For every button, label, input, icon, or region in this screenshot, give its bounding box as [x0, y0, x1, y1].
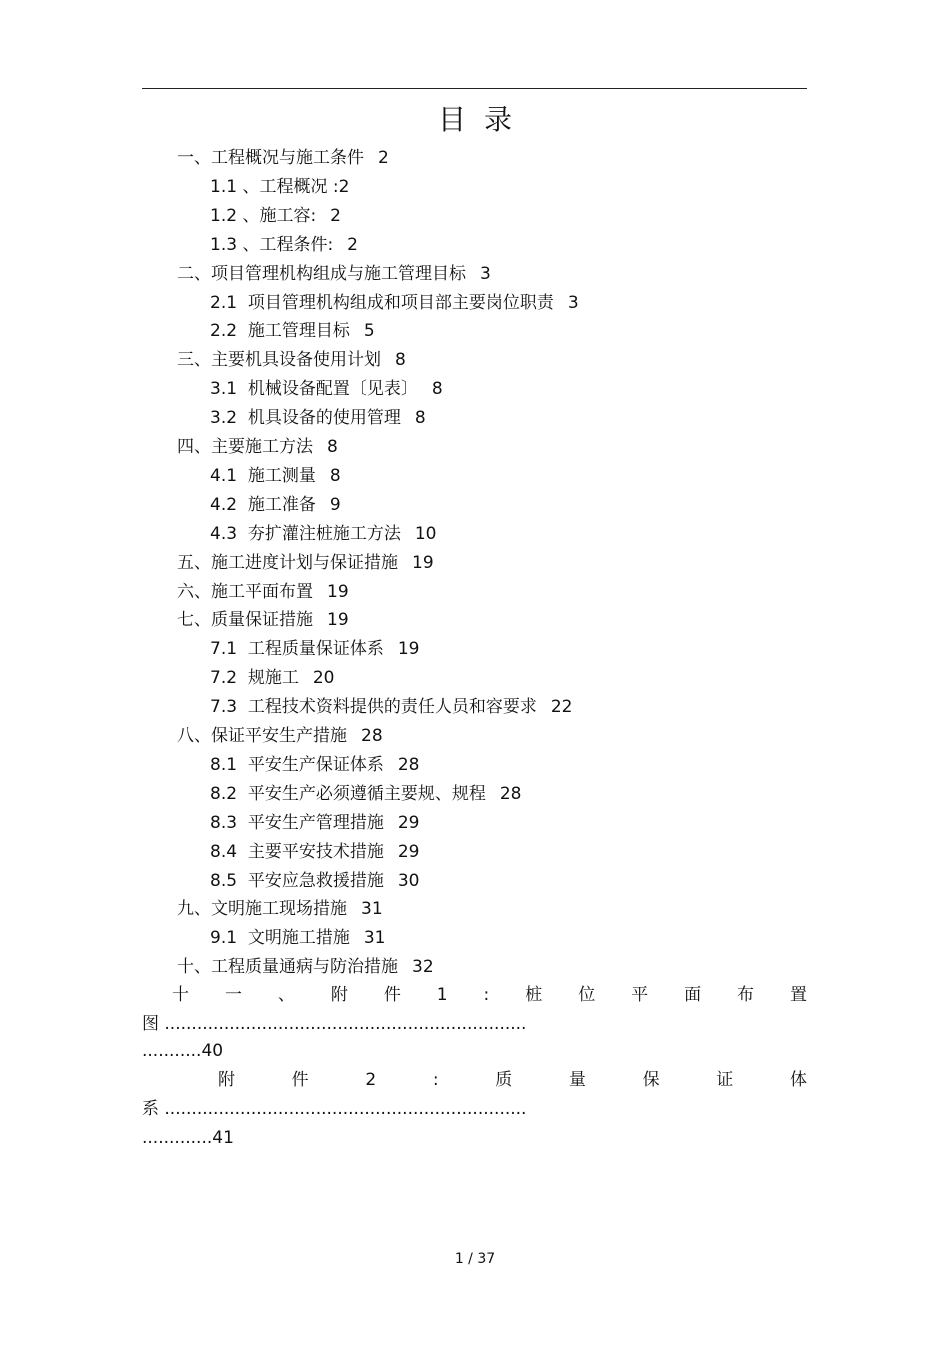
toc-entry[interactable]: [210, 321, 375, 341]
toc-entry[interactable]: [177, 148, 389, 168]
toc-entry-label: 七、质量保证措施: [177, 610, 313, 631]
toc-entry[interactable]: [210, 466, 341, 486]
toc-entry-page: 31: [361, 899, 383, 920]
toc-entry-label: 7.3 工程技术资料提供的责任人员和容要求: [210, 697, 537, 718]
appendix2-char: 2: [365, 1070, 377, 1090]
appendix1-char: 平: [631, 985, 649, 1005]
toc-entry[interactable]: [210, 755, 419, 775]
toc-entry-page: 19: [412, 552, 434, 573]
toc-entry-page: 19: [327, 610, 349, 631]
toc-entry-label: 十、工程质量通病与防治措施: [177, 957, 398, 978]
toc-entry-label: 8.1 平安生产保证体系: [210, 754, 384, 775]
toc-entry[interactable]: [210, 697, 572, 717]
toc-entry-label: 1.2 、施工容:: [210, 205, 317, 226]
toc-entry-page: 19: [327, 581, 349, 602]
toc-entry[interactable]: [177, 264, 491, 284]
toc-entry[interactable]: [177, 610, 349, 630]
toc-entry-page: 3: [480, 263, 491, 284]
toc-entry-page: 31: [363, 928, 386, 949]
toc-entry-label: 一、工程概况与施工条件: [177, 148, 364, 168]
appendix1-char: 布: [737, 985, 755, 1005]
toc-entry-page: 3: [567, 292, 579, 313]
toc-entry-label: 五、施工进度计划与保证措施: [177, 552, 398, 573]
toc-entry[interactable]: [210, 524, 436, 544]
toc-entry-page: 22: [550, 697, 573, 718]
toc-entry[interactable]: [210, 293, 579, 313]
toc-entry-label: 1.1 、工程概况 :2: [210, 176, 350, 197]
toc-entry-page: 20: [312, 668, 335, 689]
toc-entry-page: 2: [330, 205, 341, 226]
toc-entry[interactable]: [210, 842, 419, 862]
appendix1-char: 附: [330, 985, 348, 1005]
toc-entry[interactable]: [210, 408, 426, 428]
toc-entry[interactable]: [210, 495, 341, 515]
toc-entry[interactable]: [210, 668, 334, 688]
toc-entry-page: 5: [363, 321, 375, 342]
toc-entry-label: 7.2 规施工: [210, 668, 299, 689]
toc-entry-page: 28: [361, 726, 383, 746]
toc-entry[interactable]: [210, 813, 419, 833]
page-title: 目录: [437, 103, 530, 136]
appendix2-char: 保: [642, 1070, 660, 1090]
toc-entry-page: 8: [414, 408, 426, 429]
appendix2-char: 体: [789, 1070, 807, 1090]
toc-entry-label: 8.2 平安生产必须遵循主要规、规程: [210, 783, 486, 804]
appendix2-char: 证: [716, 1070, 734, 1090]
toc-entry-page: 9: [329, 494, 341, 515]
toc-entry[interactable]: [177, 553, 434, 573]
toc-entry[interactable]: [210, 206, 341, 226]
page-footer: 1 / 37: [454, 1251, 496, 1267]
toc-entry[interactable]: [210, 177, 349, 197]
toc-entry-label: 8.5 平安应急救援措施: [210, 870, 384, 891]
appendix1-char: 面: [684, 985, 702, 1005]
toc-entry-page: 29: [397, 841, 420, 862]
header-rule: [142, 88, 807, 89]
toc-entry-label: 4.3 夯扩灌注桩施工方法: [210, 523, 401, 544]
toc-entry-label: 八、保证平安生产措施: [177, 726, 347, 746]
toc-entry-label: 2.1 项目管理机构组成和项目部主要岗位职责: [210, 292, 554, 313]
toc-entry-page: 8: [329, 465, 341, 486]
toc-entry-page: 8: [395, 350, 406, 371]
appendix-2-page: .............41: [142, 1128, 234, 1148]
appendix1-char: 置: [790, 985, 807, 1005]
appendix1-char: 桩: [525, 985, 543, 1005]
toc-entry-page: 28: [397, 754, 420, 775]
appendix2-char: 附: [218, 1070, 235, 1090]
toc-entry-label: 二、项目管理机构组成与施工管理目标: [177, 263, 466, 284]
appendix1-char: 位: [578, 985, 596, 1005]
toc-entry[interactable]: [210, 379, 443, 399]
toc-entry-label: 2.2 施工管理目标: [210, 321, 350, 342]
toc-entry-label: 8.4 主要平安技术措施: [210, 841, 384, 862]
toc-entry[interactable]: [177, 350, 406, 370]
appendix2-char: 量: [568, 1070, 586, 1090]
appendix2-char: :: [432, 1070, 439, 1090]
toc-entry-label: 7.1 工程质量保证体系: [210, 639, 384, 660]
appendix-2-spread-line: [218, 1070, 807, 1090]
toc-entry[interactable]: [210, 639, 419, 659]
toc-entry[interactable]: [210, 871, 419, 891]
toc-entry-label: 3.2 机具设备的使用管理: [210, 408, 401, 429]
toc-entry-page: 30: [397, 870, 420, 891]
toc-entry-label: 九、文明施工现场措施: [177, 899, 347, 920]
toc-entry-label: 8.3 平安生产管理措施: [210, 812, 384, 833]
toc-entry-page: 19: [397, 639, 420, 660]
toc-entry[interactable]: [177, 726, 383, 746]
appendix-1-spread-line: [172, 985, 807, 1005]
toc-entry-label: 3.1 机械设备配置〔见表〕: [210, 379, 418, 400]
toc-entry-label: 4.1 施工测量: [210, 465, 316, 486]
toc-entry-page: 2: [378, 148, 389, 168]
appendix2-char: 质: [495, 1070, 513, 1090]
toc-entry-page: 8: [327, 437, 338, 457]
appendix1-char: 1: [436, 985, 448, 1005]
toc-entry-page: 8: [431, 379, 443, 400]
toc-entry[interactable]: [177, 437, 338, 457]
toc-entry-label: 1.3 、工程条件:: [210, 234, 334, 255]
toc-entry[interactable]: [177, 899, 383, 919]
appendix1-char: 十: [172, 985, 189, 1005]
appendix1-char: 、: [277, 985, 295, 1005]
toc-entry-page: 28: [499, 783, 522, 804]
toc-entry-label: 六、施工平面布置: [177, 581, 313, 602]
toc-entry-label: 四、主要施工方法: [177, 437, 313, 457]
toc-entry[interactable]: [210, 928, 385, 948]
toc-entry[interactable]: [177, 957, 434, 977]
toc-entry-label: 9.1 文明施工措施: [210, 928, 350, 949]
appendix2-char: 件: [291, 1070, 309, 1090]
toc-entry[interactable]: [210, 784, 521, 804]
toc-entry-label: 三、主要机具设备使用计划: [177, 350, 381, 371]
toc-entry-page: 2: [347, 234, 358, 255]
toc-entry[interactable]: [210, 235, 358, 255]
toc-entry-page: 32: [412, 957, 434, 978]
appendix1-char: 一: [224, 985, 242, 1005]
toc-entry-label: 4.2 施工准备: [210, 494, 316, 515]
appendix-1-dots: 图 ...................................................................: [142, 1014, 527, 1034]
toc-entry-page: 10: [414, 523, 437, 544]
appendix1-char: 件: [383, 985, 401, 1005]
toc-entry[interactable]: [177, 582, 349, 602]
appendix-2-dots: 系 ...................................................................: [142, 1099, 527, 1119]
appendix1-char: :: [483, 985, 490, 1005]
appendix-1-page: ...........40: [142, 1041, 224, 1061]
toc-entry-page: 29: [397, 812, 420, 833]
